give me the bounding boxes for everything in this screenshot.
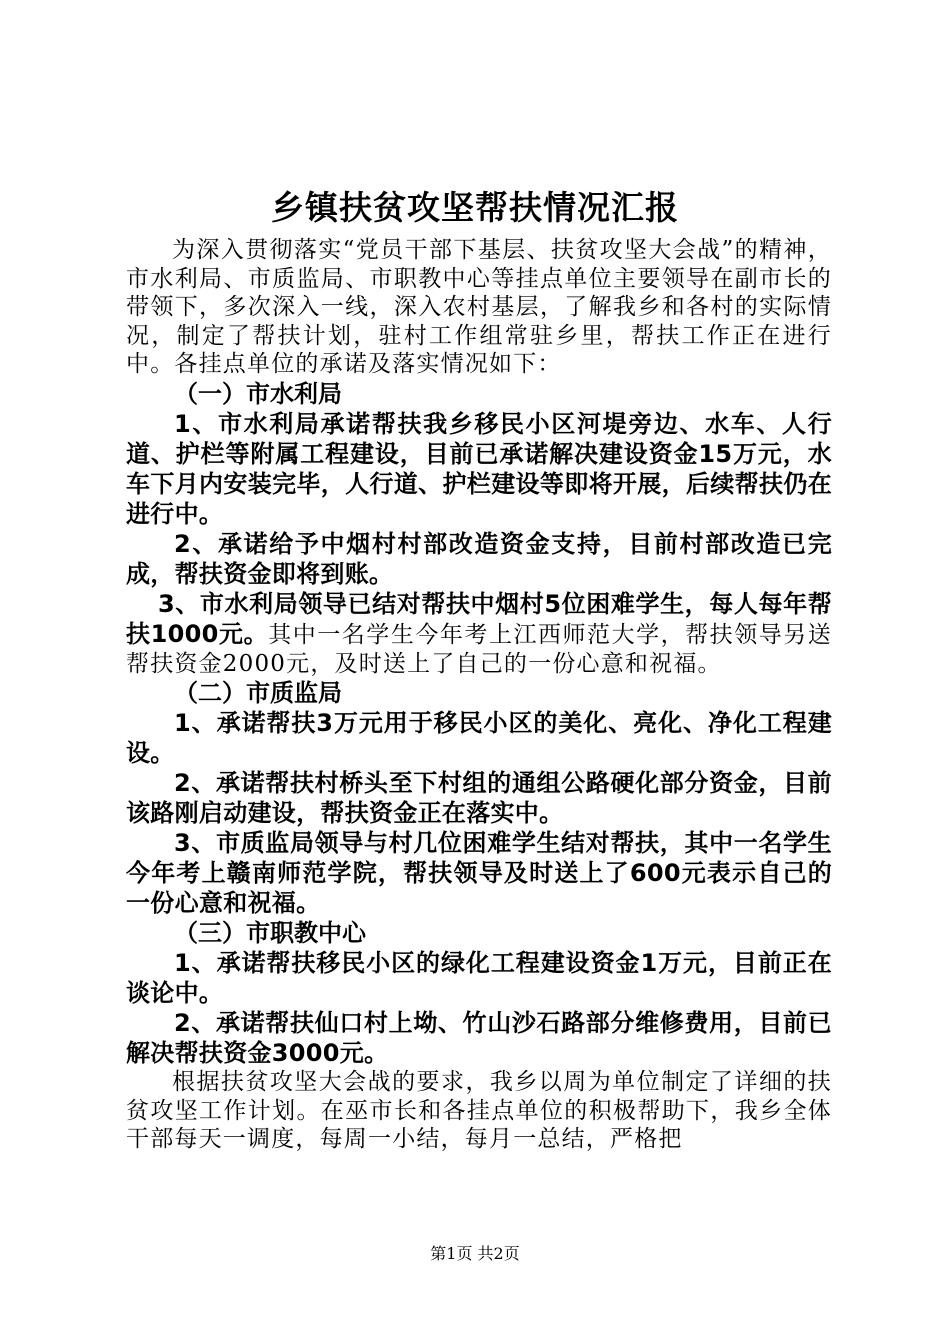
section1-item1: 1、市水利局承诺帮扶我乡移民小区河堤旁边、水车、人行道、护栏等附属工程建设，目前已承诺解决建设资金15万元，水车下月内安装完毕，人行道、护栏建设等即将开展，后续帮扶仍在进行中。 (126, 409, 832, 528)
section1-item2: 2、承诺给予中烟村村部改造资金支持，目前村部改造已完成，帮扶资金即将到账。 (126, 529, 832, 588)
section2-item3: 3、市质监局领导与村几位困难学生结对帮扶，其中一名学生今年考上赣南师范学院，帮扶领导及时送上了600元表示自己的一份心意和祝福。 (126, 829, 832, 918)
section3-item1: 1、承诺帮扶移民小区的绿化工程建设资金1万元，目前正在谈论中。 (126, 949, 832, 1008)
document-body (126, 236, 832, 1154)
section3-item2: 2、承诺帮扶仙口村上坳、竹山沙石路部分维修费用，目前已解决帮扶资金3000元。 (126, 1009, 832, 1068)
section1-item3 (126, 589, 832, 678)
section3-heading: （三）市职教中心 (174, 919, 366, 948)
section2-item2: 2、承诺帮扶村桥头至下村组的通组公路硬化部分资金，目前该路刚启动建设，帮扶资金正在落实中。 (126, 769, 832, 828)
section2-item1: 1、承诺帮扶3万元用于移民小区的美化、亮化、净化工程建设。 (126, 709, 832, 768)
section1-heading: （一）市水利局 (174, 379, 342, 408)
section1-item3-bold: 3、市水利局领导已结对帮扶中烟村5位困难学生，每人每年帮扶1000元。 (126, 589, 832, 648)
section2-heading: （二）市质监局 (174, 679, 342, 708)
section1-item3-rest: 其中一名学生今年考上江西师范大学，帮扶领导另送帮扶资金2000元，及时送上了自己的一份心意和祝福。 (126, 621, 832, 677)
page-footer: 第1页 共2页 (430, 1244, 520, 1263)
document-title: 乡镇扶贫攻坚帮扶情况汇报 (271, 188, 679, 227)
closing-paragraph: 根据扶贫攻坚大会战的要求，我乡以周为单位制定了详细的扶贫攻坚工作计划。在巫市长和各挂点单位的积极帮助下，我乡全体干部每天一调度，每周一小结，每月一总结，严格把 (126, 1069, 832, 1153)
intro-paragraph: 为深入贯彻落实“党员干部下基层、扶贫攻坚大会战”的精神，市水利局、市质监局、市职教中心等挂点单位主要领导在副市长的带领下，多次深入一线，深入农村基层，了解我乡和各村的实际情况，制定了帮扶计划，驻村工作组常驻乡里，帮扶工作正在进行中。各挂点单位的承诺及落实情况如下： (126, 237, 832, 378)
